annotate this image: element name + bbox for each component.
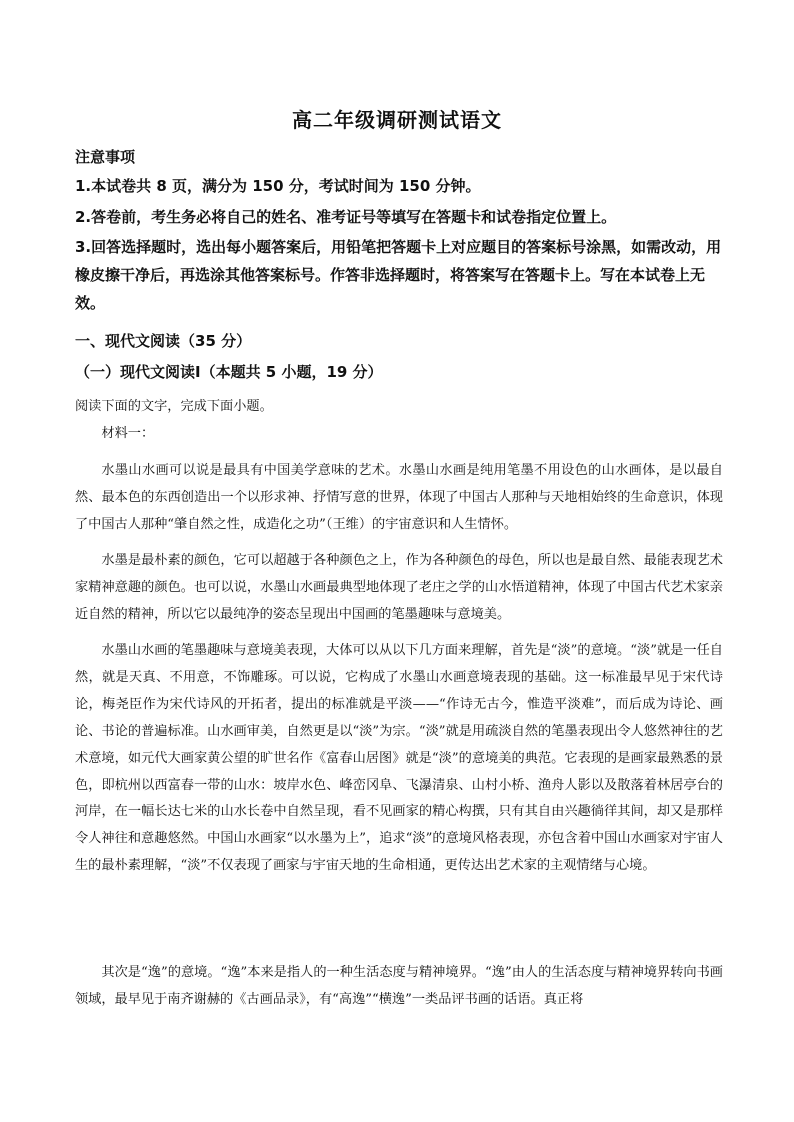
material-label: 材料一： bbox=[101, 426, 155, 441]
paragraph-2: 水墨是最朴素的颜色，它可以超越于各种颜色之上，作为各种颜色的母色，所以也是最自然、最能表现艺术家精神意趣的颜色。也可以说，水墨山水画最典型地体现了老庄之学的山水悟道精神，体现了中国古代艺术家亲近自然的精神，所以它以最纯净的姿态呈现出中国画的笔墨趣味与意境美。 bbox=[75, 553, 723, 622]
page-title: 高二年级调研测试语文 bbox=[292, 108, 502, 132]
notice-item-2: 2.答卷前，考生务必将自己的姓名、准考证号等填写在答题卡和试卷指定位置上。 bbox=[75, 208, 617, 226]
section-heading-2: （一）现代文阅读Ⅰ（本题共 5 小题，19 分） bbox=[75, 363, 383, 381]
notice-item-3: 3.回答选择题时，选出每小题答案后，用铅笔把答题卡上对应题目的答案标号涂黑，如需改动，用橡皮擦干净后，再选涂其他答案标号。作答非选择题时，将答案写在答题卡上。写在本试卷上无效。 bbox=[75, 238, 722, 312]
notice-heading: 注意事项 bbox=[75, 148, 136, 166]
paragraph-4: 其次是“逸”的意境。“逸”本来是指人的一种生活态度与精神境界。“逸”由人的生活态度与精神境界转向书画领域，最早见于南齐谢赫的《古画品录》，有“高逸”“横逸”一类品评书画的话语。真正将 bbox=[75, 965, 723, 1007]
section-heading-1: 一、现代文阅读（35 分） bbox=[75, 332, 252, 350]
paragraph-1: 水墨山水画可以说是最具有中国美学意味的艺术。水墨山水画是纯用笔墨不用设色的山水画体，是以最自然、最本色的东西创造出一个以形求神、抒情写意的世界，体现了中国古人那种与天地相始终的生命意识，体现了中国古人那种“肇自然之性，成造化之功”（王维）的宇宙意识和人生情怀。 bbox=[75, 463, 723, 532]
notice-item-1: 1.本试卷共 8 页，满分为 150 分，考试时间为 150 分钟。 bbox=[75, 177, 481, 195]
paragraph-3: 水墨山水画的笔墨趣味与意境美表现，大体可以从以下几方面来理解，首先是“淡”的意境。“淡”就是一任自然，就是天真、不用意，不饰雕琢。可以说，它构成了水墨山水画意境表现的基础。这一标准最早见于宋代诗论，梅尧臣作为宋代诗风的开拓者，提出的标准就是平淡——“作诗无古今，惟造平淡难”，而后成为诗论、画论、书论的普遍标准。山水画审美，自然更是以“淡”为宗。“淡”就是用疏淡自然的笔墨表现出令人悠然神往的艺术意境，如元代大画家黄公望的旷世名作《富春山居图》就是“淡”的意境美的典范。它表现的是画家最熟悉的景色，即杭州以西富春一带的山水：坡岸水色、峰峦冈阜、飞瀑清泉、山村小桥、渔舟人影以及散落着林居亭台的河岸，在一幅长达七米的山水长卷中自然呈现，看不见画家的精心构撰，只有其自由兴趣徜徉其间，却又是那样令人神往和意趣悠然。中国山水画家“以水墨为上”，追求“淡”的意境风格表现，亦包含着中国山水画家对宇宙人生的最朴素理解，“淡”不仅表现了画家与宇宙天地的生命相通，更传达出艺术家的主观情绪与心境。 bbox=[75, 643, 723, 874]
reading-instruction: 阅读下面的文字，完成下面小题。 bbox=[75, 399, 273, 414]
